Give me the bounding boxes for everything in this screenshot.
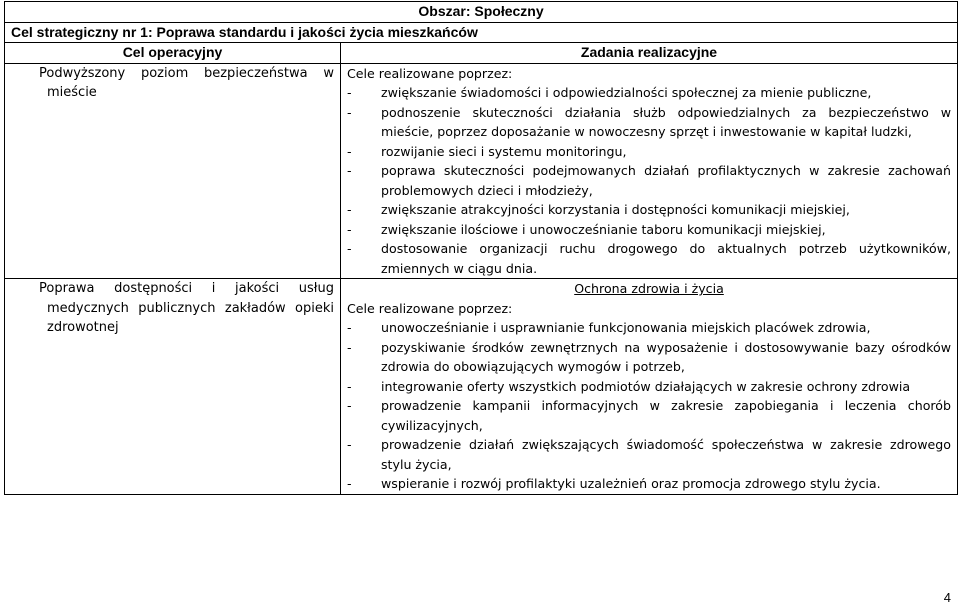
- dash-bullet: -: [347, 202, 352, 217]
- area-header-row: [5, 2, 958, 23]
- list-item: - rozwijanie sieci i systemu monitoringu,: [347, 142, 951, 162]
- goal-row-1-3: [5, 63, 958, 279]
- list-item: - zwiększanie atrakcyjności korzystania i dostępności komunikacji miejskiej,: [347, 200, 951, 220]
- dash-bullet: -: [347, 378, 352, 394]
- goal-row-1-4: [5, 279, 958, 495]
- task-list: [347, 318, 951, 494]
- strategy-table: [4, 1, 958, 495]
- list-item: - poprawa skuteczności podejmowanych działań profilaktycznych w zakresie zachowań problemowych dzieci i młodzieży,: [347, 163, 952, 198]
- operational-goal-cell: [5, 63, 341, 279]
- list-item: - wspieranie i rozwój profilaktyki uzależnień oraz promocja zdrowego stylu życia.: [347, 474, 951, 494]
- goal-label: Podwyższony poziom bezpieczeństwa w mieście: [39, 65, 334, 100]
- tasks-cell: [341, 279, 958, 495]
- list-item: - dostosowanie organizacji ruchu drogowego do aktualnych potrzeb użytkowników, zmiennych w ciągu dnia.: [347, 241, 952, 276]
- list-item: - zwiększanie ilościowe i unowocześnianie taboru komunikacji miejskiej,: [347, 220, 951, 240]
- operational-goal-cell: [5, 279, 341, 495]
- dash-bullet: -: [347, 221, 352, 237]
- list-item: - prowadzenie kampanii informacyjnych w zakresie zapobiegania i leczenia chorób cywilizacyjnych,: [347, 398, 952, 433]
- tasks-cell: [341, 63, 958, 279]
- page-number: 4: [943, 590, 951, 605]
- list-item: - podnoszenie skuteczności działania służb odpowiedzialnych za bezpieczeństwo w mieście, poprzez doposażanie w nowoczesny sprzęt i inwestowanie w kapitał ludzki,: [347, 104, 952, 139]
- tasks-intro: Cele realizowane poprzez:: [347, 300, 513, 316]
- dash-bullet: -: [347, 143, 352, 159]
- task-list: [347, 83, 951, 278]
- goal-number: [11, 279, 39, 299]
- dash-bullet: -: [347, 398, 352, 413]
- goal-label: Poprawa dostępności i jakości usług medycznych publicznych zakładów opieki zdrowotnej: [39, 281, 334, 335]
- dash-bullet: -: [347, 241, 352, 256]
- list-item: - integrowanie oferty wszystkich podmiotów działających w zakresie ochrony zdrowia: [347, 377, 951, 397]
- operational-goal-header: Cel operacyjny: [5, 43, 341, 64]
- list-item: - pozyskiwanie środków zewnętrznych na wyposażenie i dostosowywanie bazy ośrodków zdrowia do obowiązujących wymogów i potrzeb,: [347, 339, 952, 374]
- dash-bullet: -: [347, 320, 352, 335]
- list-item: - zwiększanie świadomości i odpowiedzialności społecznej za mienie publiczne,: [347, 83, 951, 103]
- dash-bullet: -: [347, 437, 352, 452]
- column-header-row: [5, 43, 958, 64]
- dash-bullet: -: [347, 339, 352, 355]
- dash-bullet: -: [347, 476, 352, 491]
- strategic-goal-row: [5, 22, 958, 43]
- list-item: - unowocześnianie i usprawnianie funkcjonowania miejskich placówek zdrowia,: [347, 318, 951, 338]
- tasks-intro: Cele realizowane poprzez:: [347, 65, 513, 81]
- strategic-goal-title: Cel strategiczny nr 1: Poprawa standardu i jakości życia mieszkańców: [5, 22, 958, 43]
- dash-bullet: -: [347, 104, 352, 120]
- list-item: - prowadzenie działań zwiększających świadomość społeczeństwa w zakresie zdrowego stylu życia,: [347, 437, 952, 472]
- dash-bullet: -: [347, 85, 352, 100]
- goal-number: [11, 64, 39, 84]
- dash-bullet: -: [347, 163, 352, 178]
- section-title: Ochrona zdrowia i życia: [574, 281, 724, 296]
- area-title: Obszar: Społeczny: [5, 2, 958, 23]
- tasks-header: Zadania realizacyjne: [341, 43, 958, 64]
